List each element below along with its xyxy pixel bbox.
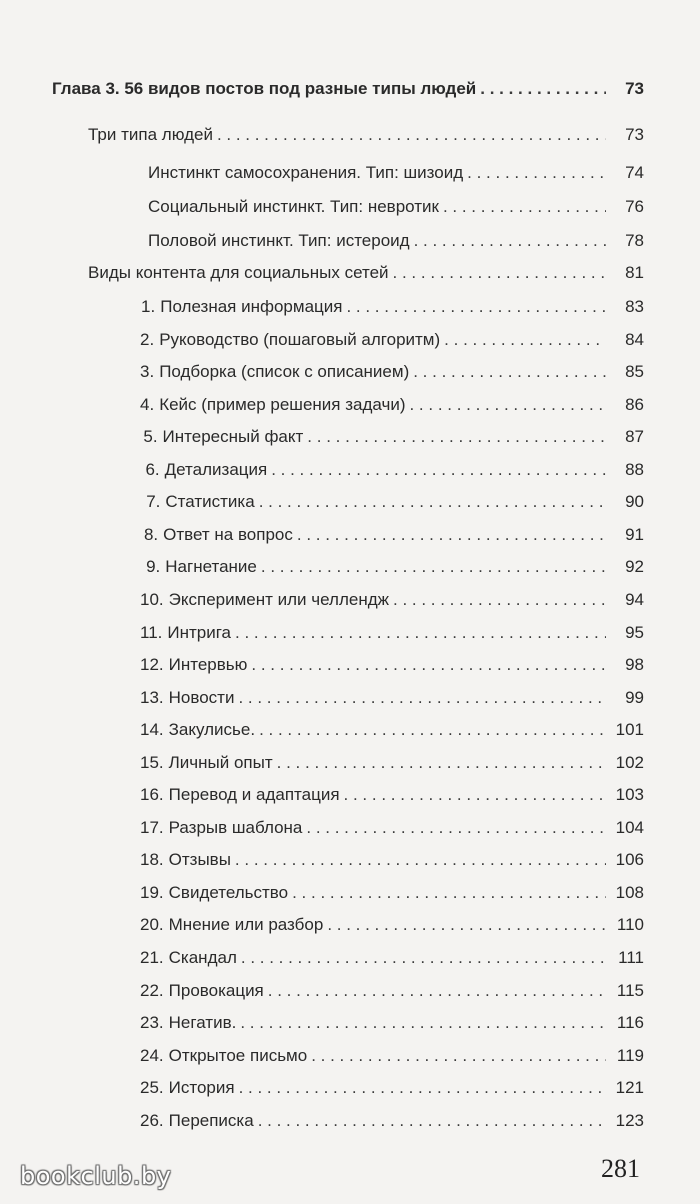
toc-item-title: История <box>168 1078 235 1097</box>
toc-item-number: 10. <box>140 590 164 609</box>
toc-leader-dots <box>241 947 606 969</box>
toc-subsection-row[interactable] <box>148 162 644 184</box>
toc-item-row[interactable] <box>140 1077 644 1099</box>
toc-item-row[interactable] <box>140 524 644 546</box>
toc-item-title: Статистика <box>165 492 255 511</box>
toc-item-page: 99 <box>625 688 644 707</box>
toc-chapter-row[interactable] <box>52 78 644 100</box>
toc-item-row[interactable] <box>140 1110 644 1132</box>
toc-item-number: 2. <box>140 330 155 349</box>
toc-item-page: 110 <box>616 915 644 934</box>
toc-item-number: 12. <box>140 655 164 674</box>
toc-subsection-title: Инстинкт самосохранения. Тип: шизоид <box>148 163 464 182</box>
toc-leader-dots <box>277 752 606 774</box>
toc-subsection-title: Социальный инстинкт. Тип: невротик <box>148 197 439 216</box>
toc-item-page: 115 <box>616 981 644 1000</box>
toc-leader-dots <box>344 784 606 806</box>
toc-item-row[interactable] <box>140 459 644 481</box>
toc-item-row[interactable] <box>140 817 644 839</box>
toc-item-page: 95 <box>625 623 644 642</box>
toc-subsection-page: 76 <box>625 197 644 216</box>
toc-section-row[interactable] <box>88 262 644 284</box>
toc-item-row[interactable] <box>140 947 644 969</box>
toc-item-title: Детализация <box>164 460 268 479</box>
toc-item-page: 85 <box>625 362 644 381</box>
toc-leader-dots <box>297 524 606 546</box>
toc-leader-dots <box>414 230 606 252</box>
toc-item-title: Ответ на вопрос <box>163 525 293 544</box>
toc-item-row[interactable] <box>140 1045 644 1067</box>
toc-item-title: Эксперимент или челлендж <box>168 590 389 609</box>
toc-item-title: Интрига <box>167 623 232 642</box>
toc-item-number: 5. <box>143 427 158 446</box>
toc-item-title: Переписка <box>168 1111 254 1130</box>
toc-item-title: Руководство (пошаговый алгоритм) <box>159 330 441 349</box>
toc-item-number: 24. <box>140 1046 164 1065</box>
toc-item-number: 7. <box>146 492 161 511</box>
toc-leader-dots <box>480 78 606 100</box>
toc-leader-dots <box>467 162 606 184</box>
toc-leader-dots <box>268 980 606 1002</box>
toc-item-number: 6. <box>145 460 160 479</box>
toc-item-page: 98 <box>625 655 644 674</box>
page-number: 281 <box>601 1154 640 1183</box>
toc-leader-dots <box>235 622 606 644</box>
toc-section-title: Три типа людей <box>88 125 213 144</box>
toc-leader-dots <box>413 361 606 383</box>
toc-item-page: 123 <box>615 1111 644 1130</box>
toc-item-number: 4. <box>140 395 155 414</box>
toc-leader-dots <box>306 817 606 839</box>
toc-item-title: Свидетельство <box>168 883 289 902</box>
toc-leader-dots <box>311 1045 606 1067</box>
toc-item-number: 22. <box>140 981 164 1000</box>
toc-item-title: Подборка (список с описанием) <box>159 362 410 381</box>
toc-item-page: 111 <box>618 948 644 967</box>
toc-item-title: Закулисье. <box>168 720 256 739</box>
toc-item-page: 91 <box>625 525 644 544</box>
toc-item-title: Личный опыт <box>168 753 273 772</box>
toc-item-title: Отзывы <box>168 850 231 869</box>
toc-item-page: 101 <box>615 720 644 739</box>
toc-item-number: 23. <box>140 1013 164 1032</box>
toc-item-row[interactable] <box>140 329 644 351</box>
toc-section-page: 73 <box>625 125 644 144</box>
toc-item-row[interactable] <box>140 980 644 1002</box>
toc-item-row[interactable] <box>140 394 644 416</box>
toc-item-number: 13. <box>140 688 164 707</box>
toc-leader-dots <box>259 719 606 741</box>
toc-item-row[interactable] <box>140 719 644 741</box>
toc-item-title: Интервью <box>168 655 248 674</box>
toc-chapter-title: Глава 3. 56 видов постов под разные типы людей <box>52 79 477 98</box>
toc-item-number: 18. <box>140 850 164 869</box>
toc-subsection-row[interactable] <box>148 196 644 218</box>
toc-item-title: Провокация <box>168 981 264 1000</box>
toc-leader-dots <box>346 296 606 318</box>
toc-item-number: 15. <box>140 753 164 772</box>
toc-leader-dots <box>443 196 606 218</box>
toc-leader-dots <box>251 654 606 676</box>
toc-item-page: 121 <box>615 1078 644 1097</box>
toc-leader-dots <box>271 459 606 481</box>
toc-item-number: 26. <box>140 1111 164 1130</box>
toc-leader-dots <box>239 1077 606 1099</box>
toc-item-page: 87 <box>625 427 644 446</box>
toc-item-page: 108 <box>615 883 644 902</box>
toc-item-number: 8. <box>143 525 159 544</box>
toc-leader-dots <box>393 589 606 611</box>
toc-item-title: Новости <box>168 688 235 707</box>
toc-item-row[interactable] <box>140 849 644 871</box>
toc-leader-dots <box>240 1012 606 1034</box>
bookclub-logo: bookclub.by <box>20 1162 172 1190</box>
toc-item-number: 3. <box>140 362 155 381</box>
toc-leader-dots <box>292 882 606 904</box>
toc-item-title: Мнение или разбор <box>168 915 324 934</box>
toc-item-title: Полезная информация <box>160 297 343 316</box>
toc-leader-dots <box>444 329 606 351</box>
toc-leader-dots <box>238 687 606 709</box>
toc-section-page: 81 <box>625 263 644 282</box>
toc-item-page: 92 <box>625 557 644 576</box>
toc-item-number: 11. <box>140 623 163 642</box>
toc-subsection-title: Половой инстинкт. Тип: истероид <box>148 231 410 250</box>
toc-item-row[interactable] <box>140 752 644 774</box>
toc-item-title: Перевод и адаптация <box>168 785 340 804</box>
toc-leader-dots <box>409 394 606 416</box>
toc-item-title: Негатив. <box>168 1013 237 1032</box>
toc-item-number: 25. <box>140 1078 164 1097</box>
toc-item-row[interactable] <box>140 491 644 513</box>
toc-item-title: Интересный факт <box>162 427 304 446</box>
toc-item-row[interactable] <box>140 589 644 611</box>
toc-item-number: 16. <box>140 785 164 804</box>
toc-item-row[interactable] <box>140 1012 644 1034</box>
toc-subsection-page: 74 <box>625 163 644 182</box>
toc-item-number: 9. <box>146 557 161 576</box>
toc-leader-dots <box>307 426 606 448</box>
toc-item-number: 19. <box>140 883 164 902</box>
toc-item-page: 103 <box>615 785 644 804</box>
toc-item-title: Кейс (пример решения задачи) <box>159 395 406 414</box>
toc-item-page: 83 <box>625 297 644 316</box>
toc-item-row[interactable] <box>140 914 644 936</box>
toc-item-title: Скандал <box>168 948 237 967</box>
toc-item-row[interactable] <box>140 556 644 578</box>
toc-subsection-page: 78 <box>625 231 644 250</box>
toc-leader-dots <box>393 262 606 284</box>
toc-leader-dots <box>259 491 606 513</box>
toc-item-title: Разрыв шаблона <box>168 818 303 837</box>
toc-section-row[interactable] <box>88 124 644 146</box>
toc-item-number: 21. <box>140 948 164 967</box>
toc-item-page: 102 <box>615 753 644 772</box>
toc-item-number: 14. <box>140 720 164 739</box>
toc-item-title: Нагнетание <box>165 557 257 576</box>
toc-item-page: 119 <box>616 1046 644 1065</box>
toc-item-page: 90 <box>625 492 644 511</box>
toc-item-title: Открытое письмо <box>168 1046 308 1065</box>
toc-item-page: 84 <box>625 330 644 349</box>
toc-leader-dots <box>327 914 606 936</box>
toc-item-row[interactable] <box>140 296 644 318</box>
toc-item-page: 104 <box>615 818 644 837</box>
toc-chapter-page: 73 <box>625 79 644 98</box>
toc-item-row[interactable] <box>140 654 644 676</box>
toc-item-page: 94 <box>625 590 644 609</box>
toc-leader-dots <box>261 556 606 578</box>
toc-item-number: 17. <box>140 818 164 837</box>
toc-item-row[interactable] <box>140 687 644 709</box>
toc-item-number: 1. <box>141 297 156 316</box>
toc-item-page: 116 <box>616 1013 644 1032</box>
toc-item-page: 106 <box>615 850 644 869</box>
toc-leader-dots <box>258 1110 606 1132</box>
toc-item-page: 88 <box>625 460 644 479</box>
toc-item-row[interactable] <box>140 784 644 806</box>
toc-subsection-row[interactable] <box>148 230 644 252</box>
toc-section-title: Виды контента для социальных сетей <box>88 263 389 282</box>
toc-leader-dots <box>217 124 606 146</box>
toc-item-row[interactable] <box>140 426 644 448</box>
toc-leader-dots <box>235 849 606 871</box>
toc-item-page: 86 <box>625 395 644 414</box>
toc-item-number: 20. <box>140 915 164 934</box>
toc-item-row[interactable] <box>140 882 644 904</box>
toc-item-row[interactable] <box>140 361 644 383</box>
toc-item-row[interactable] <box>140 622 644 644</box>
